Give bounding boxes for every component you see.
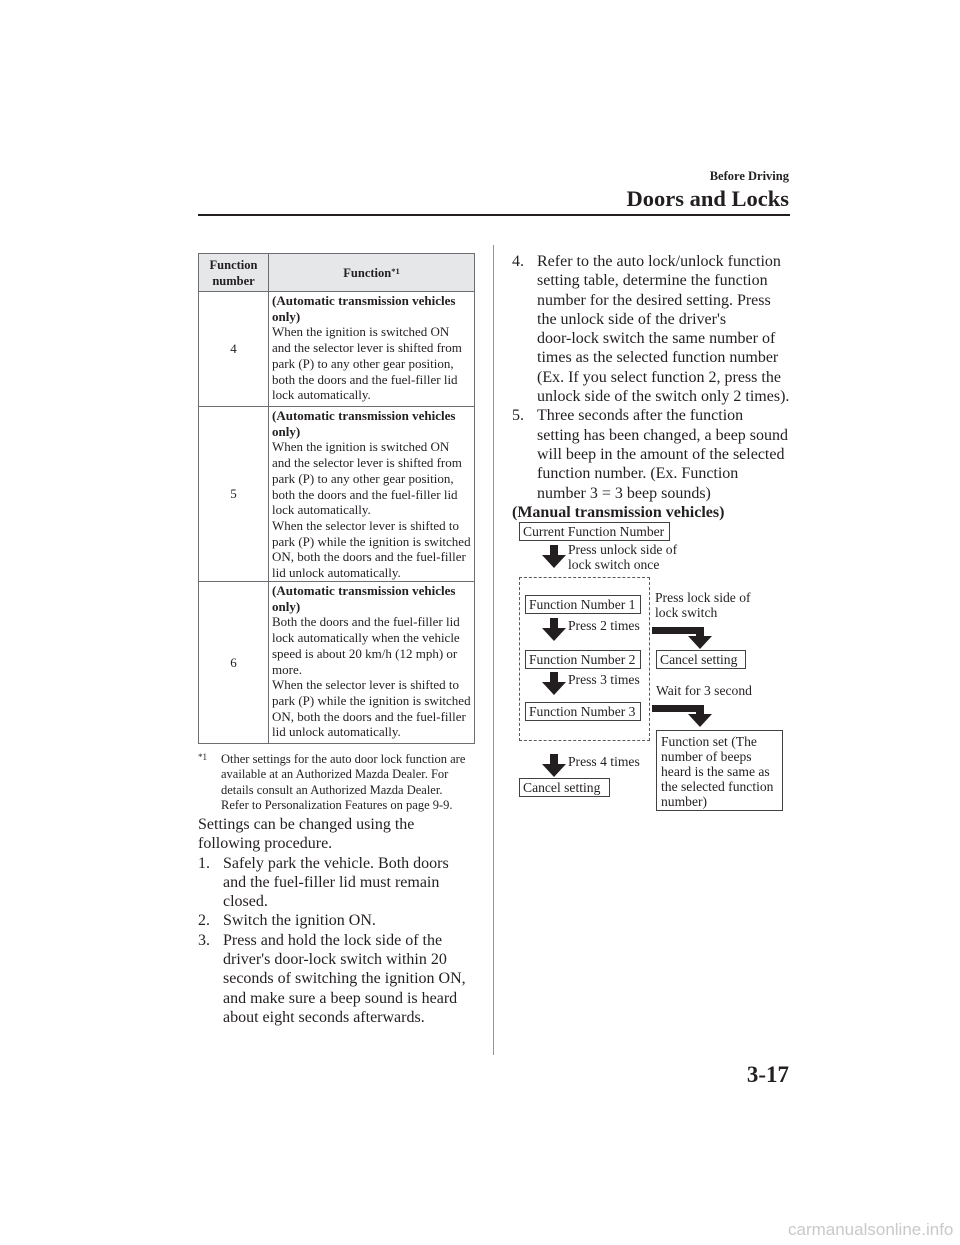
step-text [223,854,449,912]
footnote-line: available at an Authorized Mazda Dealer. For [221,767,449,782]
step-number: 3. [198,931,210,949]
step-number: 2. [198,912,210,930]
step-line: setting table, determine the function [537,272,768,290]
wait-label: Wait for 3 second [656,683,752,698]
down-arrow-icon [542,618,566,641]
step-number: 4. [512,253,524,270]
press-unlock-label [568,542,677,572]
column-divider [493,245,494,1055]
description-line: and the selector lever is shifted from [272,455,462,471]
press-unlock-line: Press unlock side of [568,542,678,557]
step-line: the unlock side of the driver's [537,310,727,328]
watermark: carmanualsonline.info [788,1220,954,1239]
function-number-header [199,254,269,292]
function-number-cell: 4 [199,292,269,407]
description-line: When the ignition is switched ON [272,324,450,340]
step-line: Safely park the vehicle. Both doors [223,854,449,872]
step-line: Refer to the auto lock/unlock function [537,253,781,270]
description-line: When the selector lever is shifted to [272,677,459,693]
description-line: more. [272,661,302,677]
description-line: When the ignition is switched ON [272,439,450,455]
down-arrow-icon [542,754,566,777]
description-heading-line: only) [272,423,301,439]
press-lock-line: Press lock side of [655,590,751,605]
table-row [199,292,475,407]
step-line: unlock side of the switch only 2 times). [537,388,790,406]
step-text [537,406,788,502]
function-number-3-box: Function Number 3 [525,702,641,721]
press-lock-label [655,590,751,620]
function-set-line: heard is the same as [661,764,770,779]
procedure-step [198,911,483,930]
function-number-2-box: Function Number 2 [525,650,641,669]
description-line: park (P) while the ignition is switched [272,692,471,708]
description-heading-line: (Automatic transmission vehicles [272,583,456,598]
step-line: setting has been changed, a beep sound [537,426,789,444]
step-number: 5. [512,407,524,425]
description-line: speed is about 20 km/h (12 mph) or [272,645,458,661]
step-line: closed. [223,893,268,911]
description-line: lid unlock automatically. [272,565,401,581]
page-header [626,167,789,213]
cancel-setting-box: Cancel setting [656,650,746,669]
step-line: (Ex. If you select function 2, press the [537,368,781,386]
description-line: both the doors and the fuel-filler lid [272,486,458,502]
function-set-box [656,730,783,811]
function-description-cell [269,292,475,407]
description-line: park (P) to any other gear position, [272,355,454,371]
table-row [199,582,475,744]
description-line: both the doors and the fuel-filler lid [272,371,458,387]
function-description-cell [269,407,475,582]
step-text [537,252,789,406]
step-line: function number. (Ex. Function [537,465,739,483]
function-settings-table [198,253,475,744]
step-line: number 3 = 3 beep sounds) [537,484,711,502]
function-set-line: the selected function [661,779,774,794]
function-number-cell: 6 [199,582,269,744]
description-body [272,614,472,740]
function-set-line: number) [661,794,708,809]
description-line: lock automatically. [272,387,371,403]
corner-arrow-icon [652,627,712,649]
description-heading [272,293,472,324]
description-body [272,324,472,403]
down-arrow-icon [542,672,566,695]
procedure-step [198,854,483,912]
description-heading-line: only) [272,598,301,614]
footnote-line: Refer to Personalization Features on page 9-9. [221,797,453,812]
description-line: When the selector lever is shifted to [272,517,459,533]
footnote-reference: *1 [391,265,400,276]
description-line: and the selector lever is shifted from [272,340,462,356]
footnote-text [221,752,465,813]
press-lock-line: lock switch [655,605,718,620]
step-line: Press and hold the lock side of the [223,931,443,949]
function-set-line: Function set (The [661,734,757,749]
description-line: park (P) while the ignition is switched [272,533,471,549]
page-title: Doors and Locks [626,186,789,211]
step-line: number for the desired setting. Press [537,291,771,309]
procedure-intro [198,815,483,854]
description-body [272,439,472,580]
description-line: ON, both the doors and the fuel-filler [272,549,466,565]
step-line: door-lock switch the same number of [537,330,776,348]
corner-arrow-icon [652,705,712,727]
press-2-times-label: Press 2 times [568,618,640,633]
procedure-step [198,931,483,1027]
intro-line: following procedure. [198,835,333,853]
table-row [199,407,475,582]
press-unlock-line: lock switch once [568,557,660,572]
procedure-left-column [198,815,483,1027]
intro-line: Settings can be changed using the [198,816,415,833]
description-heading-line: only) [272,308,301,324]
step-line: Switch the ignition ON. [223,912,376,930]
footnote-line: Other settings for the auto door lock function are [221,752,466,766]
function-header-label: Function [343,265,392,280]
press-3-times-label: Press 3 times [568,672,640,687]
step-line: and the fuel-filler lid must remain [223,873,440,891]
table-footnote [198,752,483,813]
cancel-setting-box: Cancel setting [519,778,610,797]
description-line: lid unlock automatically. [272,724,401,740]
description-heading [272,408,472,439]
press-4-times-label: Press 4 times [568,754,640,769]
procedure-right-column [512,252,797,522]
description-line: ON, both the doors and the fuel-filler [272,708,466,724]
footnote-mark: *1 [198,752,207,762]
step-line: and make sure a beep sound is heard [223,989,458,1007]
procedure-step [512,406,797,502]
step-line: about eight seconds afterwards. [223,1008,425,1026]
step-line: Three seconds after the function [537,407,744,425]
description-heading-line: (Automatic transmission vehicles [272,293,456,308]
down-arrow-icon [542,545,566,568]
description-line: Both the doors and the fuel-filler lid [272,614,460,630]
function-set-line: number of beeps [661,749,752,764]
step-line: driver's door-lock switch within 20 [223,951,447,969]
description-heading [272,583,472,614]
section-name: Before Driving [709,169,789,183]
footnote-line: details consult an Authorized Mazda Dealer. [221,782,443,797]
table-header-row [199,254,475,292]
step-line: times as the selected function number [537,349,779,367]
description-line: lock automatically. [272,502,371,518]
function-header [269,254,475,292]
step-line: will beep in the amount of the selected [537,445,785,463]
function-number-header-label: Function number [209,257,258,288]
current-function-number-box: Current Function Number [519,522,670,541]
function-description-cell [269,582,475,744]
step-text [223,911,376,930]
page-number: 3-17 [746,1062,789,1087]
function-number-cell: 5 [199,407,269,582]
description-line: lock automatically when the vehicle [272,630,460,646]
step-text [223,931,466,1027]
step-number: 1. [198,854,210,872]
step-line: seconds of switching the ignition ON, [223,970,466,988]
manual-transmission-heading: (Manual transmission vehicles) [512,503,725,521]
description-heading-line: (Automatic transmission vehicles [272,408,456,423]
function-number-1-box: Function Number 1 [525,595,641,614]
header-rule [198,214,790,216]
procedure-step [512,252,797,406]
description-line: park (P) to any other gear position, [272,470,454,486]
